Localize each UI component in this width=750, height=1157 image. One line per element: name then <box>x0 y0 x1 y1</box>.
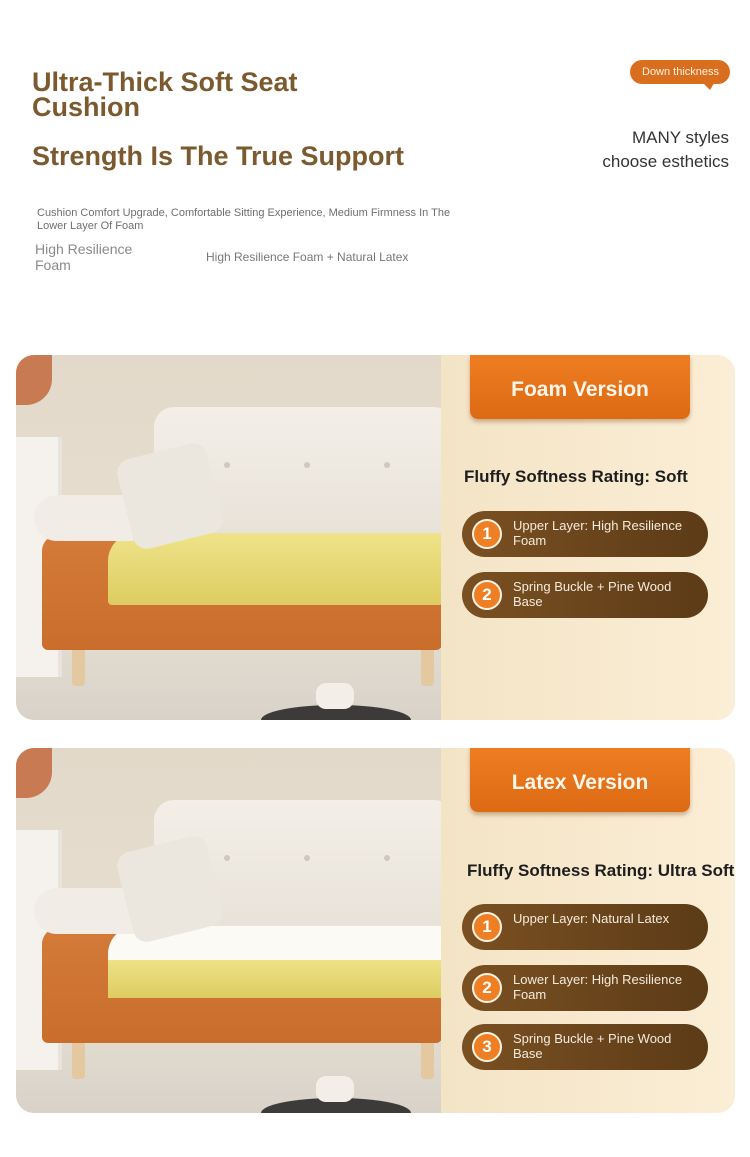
latex-version-button[interactable]: Latex Version <box>470 748 690 812</box>
layer-text: Upper Layer: Natural Latex <box>513 911 670 926</box>
layer-item <box>462 1024 708 1070</box>
foam-lower-layer <box>108 958 441 998</box>
layer-text: Upper Layer: High Resilience Foam <box>513 518 683 548</box>
styles-note <box>602 126 729 174</box>
headline-title: Ultra-Thick Soft Seat Cushion <box>32 67 298 122</box>
layer-text: Spring Buckle + Pine Wood Base <box>513 579 672 609</box>
sofa-leg <box>72 1043 85 1079</box>
tuft-mark <box>304 462 310 468</box>
layer-text: Lower Layer: High Resilience Foam <box>513 972 683 1002</box>
sofa-leg <box>421 650 434 686</box>
layer-item <box>462 904 708 950</box>
foam-label: High Resilience Foam <box>35 241 133 273</box>
layer-item <box>462 572 708 618</box>
layer-number: 1 <box>472 912 502 942</box>
layer-item <box>462 511 708 557</box>
foam-version-card <box>16 355 735 720</box>
cushion-description: Cushion Comfort Upgrade, Comfortable Sitting Experience, Medium Firmness In The Lower Layer Of Foam <box>37 207 451 232</box>
tuft-mark <box>384 462 390 468</box>
tuft-mark <box>304 855 310 861</box>
styles-line-2: choose esthetics <box>602 152 729 171</box>
tuft-mark <box>224 855 230 861</box>
latex-version-card <box>16 748 735 1113</box>
badge-pointer <box>700 80 716 90</box>
latex-sofa-photo <box>16 748 441 1113</box>
softness-rating: Fluffy Softness Rating: Ultra Soft <box>467 861 735 880</box>
layer-text: Spring Buckle + Pine Wood Base <box>513 1031 672 1061</box>
softness-rating: Fluffy Softness Rating: Soft <box>464 467 688 486</box>
headline-subtitle: Strength Is The True Support <box>32 141 405 171</box>
sofa-leg <box>421 1043 434 1079</box>
latex-spec-panel <box>441 748 735 1113</box>
layer-number: 1 <box>472 519 502 549</box>
layer-number: 2 <box>472 973 502 1003</box>
styles-line-1: MANY styles <box>632 128 729 147</box>
layer-number: 2 <box>472 580 502 610</box>
foam-sofa-photo <box>16 355 441 720</box>
layer-number: 3 <box>472 1032 502 1062</box>
sofa-leg <box>72 650 85 686</box>
thickness-badge: Down thickness <box>630 60 730 84</box>
tuft-mark <box>224 462 230 468</box>
table-vase <box>316 683 354 709</box>
layer-item <box>462 965 708 1011</box>
foam-latex-combo: High Resilience Foam + Natural Latex <box>206 250 409 264</box>
foam-version-button[interactable]: Foam Version <box>470 355 690 419</box>
wall-decor <box>16 748 52 798</box>
tuft-mark <box>384 855 390 861</box>
foam-spec-panel <box>441 355 735 720</box>
table-vase <box>316 1076 354 1102</box>
wall-decor <box>16 355 52 405</box>
